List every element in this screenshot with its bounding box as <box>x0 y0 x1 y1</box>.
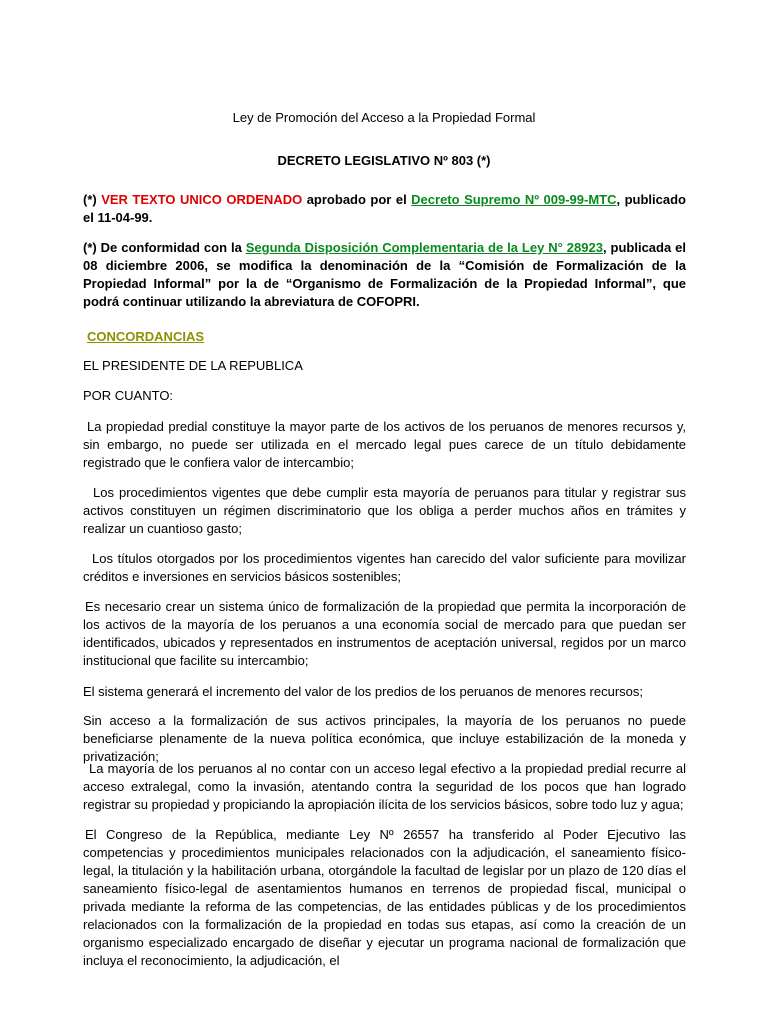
paragraph-6: Sin acceso a la formalización de sus activos principales, la mayoría de los peruanos no puede beneficiarse plenamente de la nueva política económica, que incluye estabilización de la moneda y privatización; <box>83 713 686 764</box>
por-cuanto: POR CUANTO: <box>83 388 174 403</box>
paragraph-3: Los títulos otorgados por los procedimientos vigentes han carecido del valor suficiente para movilizar créditos e inversiones en servicios básicos sostenibles; <box>83 551 686 584</box>
paragraph-1: La propiedad predial constituye la mayor parte de los activos de los peruanos de menores recursos y, sin embargo, no puede ser utilizada en el mercado legal pues carece de un título debidamente registrado que le confiera valor de intercambio; <box>83 419 686 470</box>
note2-suffix: , publicada el 08 diciembre 2006, se modifica la denominación de la “Comisión de Formalización de la Propiedad Informal” por la de “Organismo de Formalización de la Propiedad Informal”, que podrá continuar utilizando la abreviatura de COFOPRI. <box>83 240 686 309</box>
law-title: Ley de Promoción del Acceso a la Propiedad Formal <box>232 110 536 125</box>
note1-suffix: , publicado el 11-04-99. <box>83 192 686 225</box>
decreto-supremo-link[interactable]: Decreto Supremo Nº 009-99-MTC <box>411 192 617 207</box>
note-cofopri <box>83 239 686 311</box>
president-line: EL PRESIDENTE DE LA REPUBLICA <box>83 358 303 373</box>
paragraph-7: La mayoría de los peruanos al no contar con un acceso legal efectivo a la propiedad predial recurre al acceso extralegal, como la invasión, atentando contra la seguridad de los pocos que han logrado registrar su propiedad y propiciando la apropiación ilícita de los servicios básicos, sobre todo luz y agua; <box>83 761 686 812</box>
ley-28923-link[interactable]: Segunda Disposición Complementaria de la Ley N° 28923 <box>245 240 603 255</box>
note1-prefix: (*) <box>83 192 102 207</box>
concordancias-link[interactable]: CONCORDANCIAS <box>87 329 204 344</box>
paragraph-4: Es necesario crear un sistema único de formalización de la propiedad que permita la incorporación de los activos de la mayoría de los peruanos a una economía social de mercado para que puedan ser identificados, ubicados y representados en instrumentos de aceptación universal, regidos por un marco institucional que facilite su intercambio; <box>83 599 686 668</box>
concordancias-wrap <box>87 328 690 346</box>
note-texto-unico <box>83 191 686 227</box>
note2-prefix: (*) De conformidad con la <box>83 240 246 255</box>
note1-red-text: VER TEXTO UNICO ORDENADO <box>101 192 303 207</box>
paragraph-2: Los procedimientos vigentes que debe cumplir esta mayoría de peruanos para titular y registrar sus activos constituyen un régimen discriminatorio que los obliga a perder muchos años en trámites y realizar un cuantioso gasto; <box>83 485 686 536</box>
note1-mid-text: aprobado por el <box>302 192 412 207</box>
decree-heading: DECRETO LEGISLATIVO Nº 803 (*) <box>277 153 491 168</box>
paragraph-5: El sistema generará el incremento del valor de los predios de los peruanos de menores recursos; <box>83 684 644 699</box>
paragraph-8: El Congreso de la República, mediante Ley Nº 26557 ha transferido al Poder Ejecutivo las competencias y procedimientos municipales relacionados con la adjudicación, el saneamiento físico-legal, la titulación y la habilitación urbana, otorgándole la facultad de legislar por un plazo de 120 días el saneamiento físico-legal de asentamientos humanos en terrenos de propiedad fiscal, municipal o privada mediante la reforma de las competencias, de las entidades públicas y de los procedimientos relacionados con la formalización de la propiedad en todas sus etapas, así como la creación de un organismo especializado encargado de diseñar y ejecutar un programa nacional de formalización que incluya el reconocimiento, la adjudicación, el <box>83 827 686 968</box>
